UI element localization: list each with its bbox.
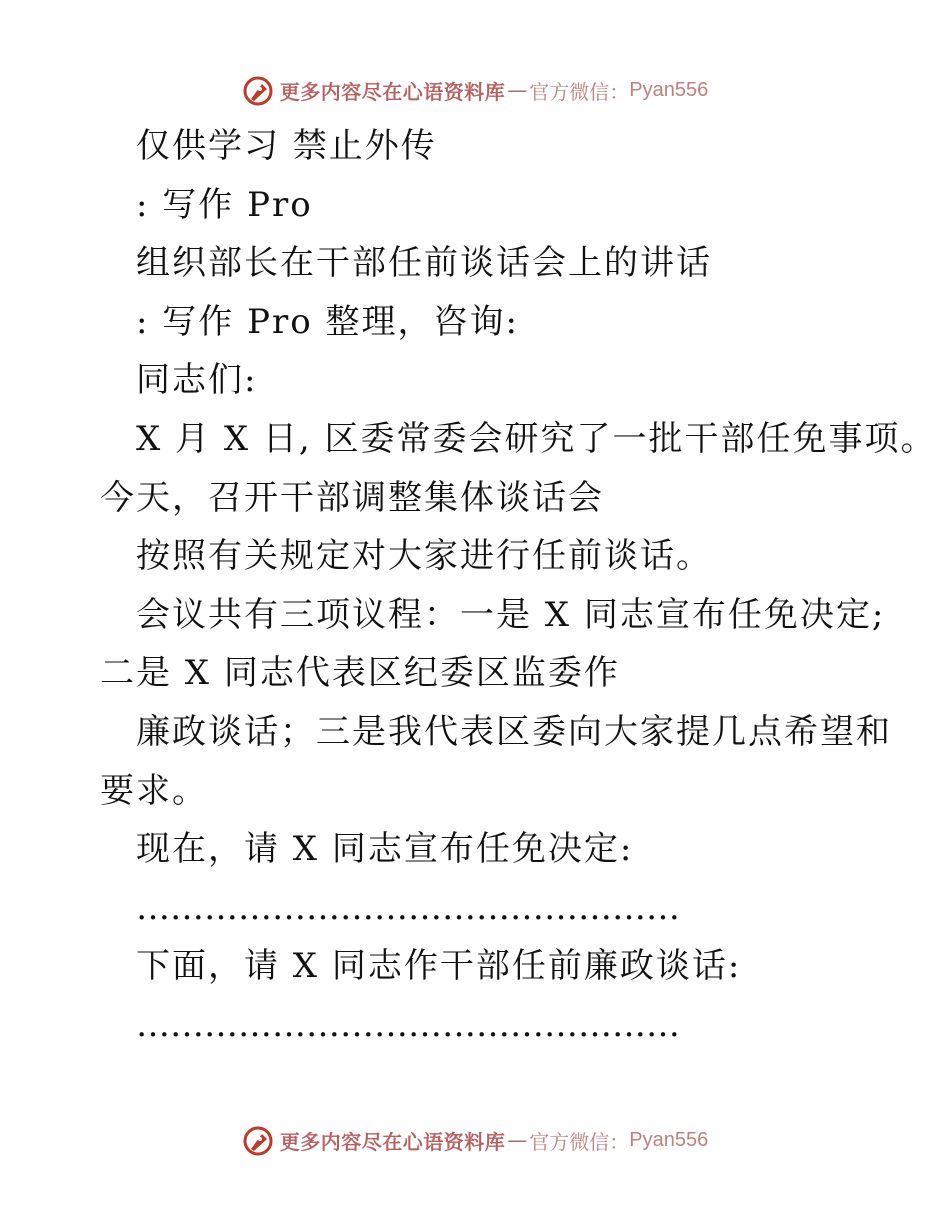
salutation: 同志们: — [136, 360, 258, 401]
watermark-main-text: 更多内容尽在心语资料库 — [279, 1129, 506, 1154]
paragraph-line: 二是 X 同志代表区纪委区监委作 — [100, 653, 620, 694]
paragraph-line: 要求。 — [100, 770, 208, 811]
pen-nib-circle-icon — [242, 1124, 274, 1156]
watermark-main-text: 更多内容尽在心语资料库 — [279, 79, 506, 104]
ellipsis-line: ………………………………………… — [136, 1004, 680, 1045]
paragraph-line: 会议共有三项议程：一是 X 同志宣布任免决定; — [136, 594, 886, 635]
watermark-sub-text: 官方微信： — [529, 1129, 630, 1154]
document-body — [100, 117, 937, 1055]
paragraph-line: 现在，请 X 同志宣布任免决定: — [136, 829, 634, 870]
paragraph-line: 下面，请 X 同志作干部任前廉政谈话: — [136, 946, 742, 987]
watermark-separator: — — [507, 1128, 528, 1152]
pen-nib-circle-icon — [242, 74, 274, 106]
paragraph-line: 按照有关规定对大家进行任前谈话。 — [136, 536, 712, 577]
paragraph-line: 今天，召开干部调整集体谈话会 — [100, 477, 604, 518]
document-title: 组织部长在干部任前谈话会上的讲话 — [136, 243, 712, 284]
watermark-header — [0, 70, 950, 110]
watermark-id: Pyan556 — [629, 1128, 709, 1151]
watermark-id: Pyan556 — [629, 78, 709, 101]
author-line: : 写作 Pro — [136, 184, 313, 225]
watermark-footer — [0, 1120, 950, 1160]
editor-line: : 写作 Pro 整理，咨询: — [136, 301, 519, 342]
paragraph-line: X 月 X 日, 区委常委会研究了一批干部任免事项。 — [136, 418, 937, 459]
notice-line: 仅供学习 禁止外传 — [136, 126, 437, 166]
watermark-sub-text: 官方微信： — [529, 79, 630, 104]
watermark-separator: — — [507, 78, 528, 102]
paragraph-line: 廉政谈话；三是我代表区委向大家提几点希望和 — [136, 711, 892, 752]
ellipsis-line: ………………………………………… — [136, 887, 680, 928]
